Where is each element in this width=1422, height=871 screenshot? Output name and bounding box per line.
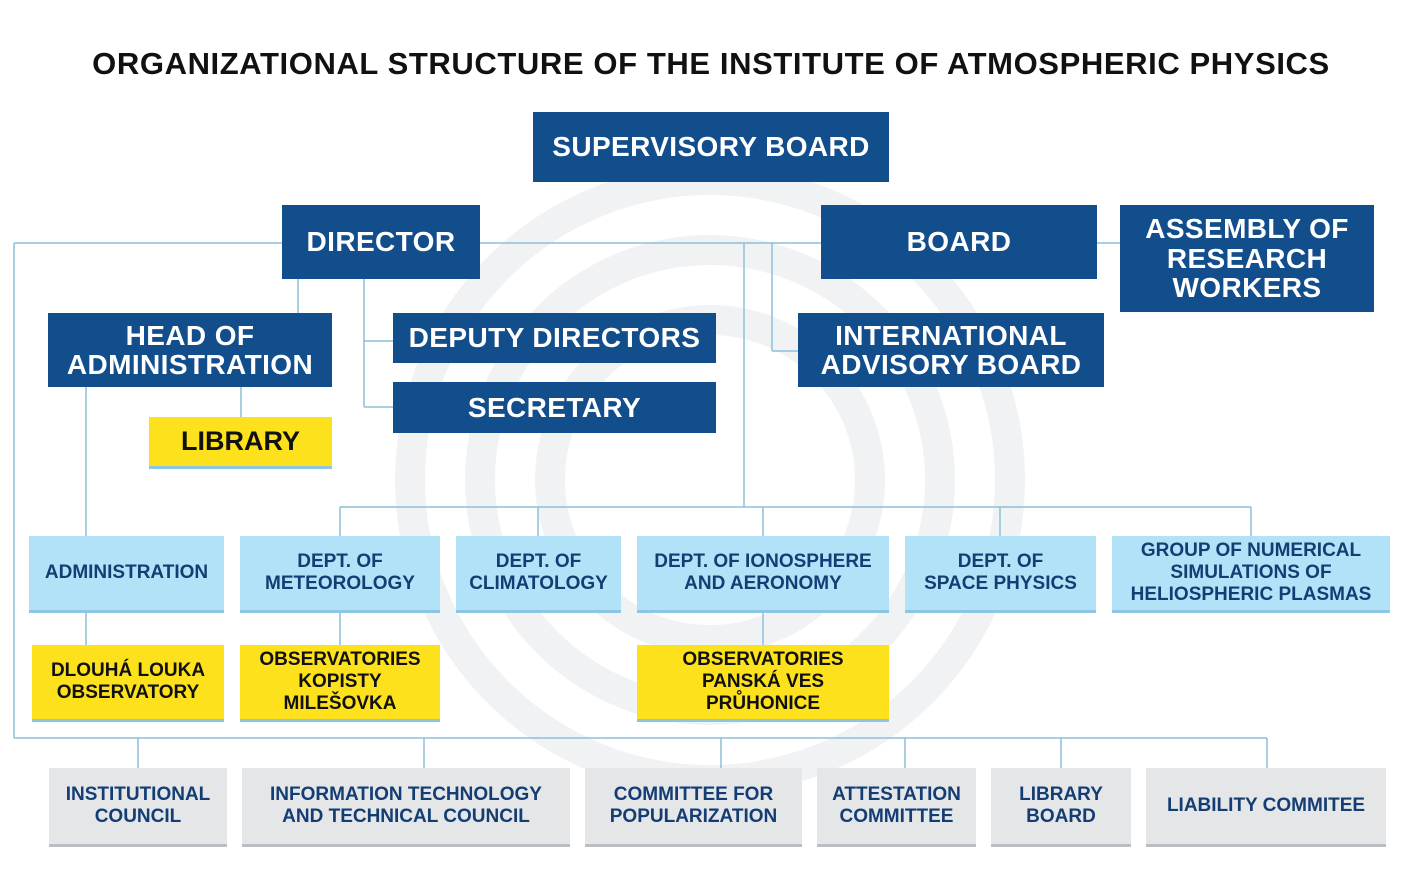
kopisty-milesovka-box xyxy=(240,645,440,722)
dlouha-louka-box xyxy=(32,645,224,722)
head-of-administration-box xyxy=(48,313,332,387)
board-box xyxy=(821,205,1097,279)
supervisory-board-box xyxy=(533,112,889,182)
panska-ves-pruhonice-label: OBSERVATORIES PANSKÁ VES PRŮHONICE xyxy=(682,649,844,714)
director-label: DIRECTOR xyxy=(306,226,456,258)
page-title: ORGANIZATIONAL STRUCTURE OF THE INSTITUTE OF ATMOSPHERIC PHYSICS xyxy=(92,46,1330,81)
dept-meteorology-box xyxy=(240,536,440,613)
heliospheric-group-box xyxy=(1112,536,1390,613)
assembly-box xyxy=(1120,205,1374,312)
secretary-box xyxy=(393,382,716,433)
administration-box xyxy=(29,536,224,613)
library-board-label: LIBRARY BOARD xyxy=(1019,784,1103,827)
liability-committee-label: LIABILITY COMMITEE xyxy=(1166,795,1366,817)
board-label: BOARD xyxy=(906,226,1012,258)
dlouha-louka-label: DLOUHÁ LOUKA OBSERVATORY xyxy=(50,660,206,703)
attestation-committee-label: ATTESTATION COMMITTEE xyxy=(832,784,961,827)
international-advisory-board-label: INTERNATIONAL ADVISORY BOARD xyxy=(820,319,1082,380)
dept-space-physics-label: DEPT. OF SPACE PHYSICS xyxy=(924,551,1077,594)
dept-space-physics-box xyxy=(905,536,1096,613)
deputy-directors-label: DEPUTY DIRECTORS xyxy=(408,322,701,354)
dept-ionosphere-box xyxy=(637,536,889,613)
assembly-label: ASSEMBLY OF RESEARCH WORKERS xyxy=(1145,213,1349,304)
dept-ionosphere-label: DEPT. OF IONOSPHERE AND AERONOMY xyxy=(654,551,872,594)
panska-ves-pruhonice-box xyxy=(637,645,889,722)
popularization-committee-label: COMMITTEE FOR POPULARIZATION xyxy=(609,784,778,827)
administration-label: ADMINISTRATION xyxy=(44,562,209,584)
head-of-administration-label: HEAD OF ADMINISTRATION xyxy=(66,319,314,380)
heliospheric-group-label: GROUP OF NUMERICAL SIMULATIONS OF HELIOSPHERIC PLASMAS xyxy=(1130,540,1372,605)
library-label: LIBRARY xyxy=(181,425,300,456)
library-box xyxy=(149,417,332,469)
secretary-label: SECRETARY xyxy=(467,391,642,423)
dept-climatology-box xyxy=(456,536,621,613)
kopisty-milesovka-label: OBSERVATORIES KOPISTY MILEŠOVKA xyxy=(259,649,421,714)
dept-meteorology-label: DEPT. OF METEOROLOGY xyxy=(265,551,415,594)
institutional-council-box xyxy=(49,768,227,847)
attestation-committee-box xyxy=(817,768,976,847)
director-box xyxy=(282,205,480,279)
it-technical-council-label: INFORMATION TECHNOLOGY AND TECHNICAL COUNCIL xyxy=(270,784,542,827)
international-advisory-board-box xyxy=(798,313,1104,387)
deputy-directors-box xyxy=(393,313,716,363)
it-technical-council-box xyxy=(242,768,570,847)
dept-climatology-label: DEPT. OF CLIMATOLOGY xyxy=(469,551,608,594)
popularization-committee-box xyxy=(585,768,802,847)
supervisory-board-label: SUPERVISORY BOARD xyxy=(552,131,870,163)
liability-committee-box xyxy=(1146,768,1386,847)
institutional-council-label: INSTITUTIONAL COUNCIL xyxy=(65,784,211,827)
library-board-box xyxy=(991,768,1131,847)
